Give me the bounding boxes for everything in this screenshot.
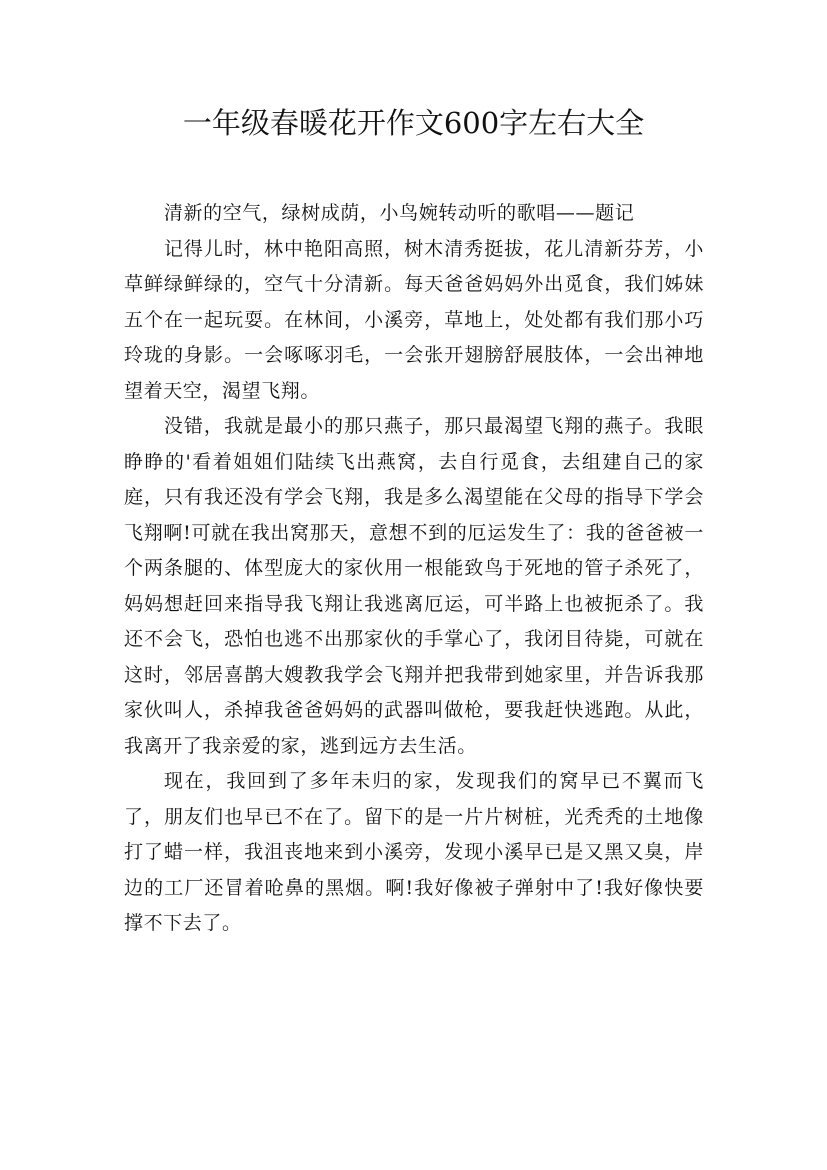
document-body: [124, 196, 704, 942]
body-paragraph-childhood: 记得儿时，林中艳阳高照，树木清秀挺拔，花儿清新芬芳，小草鲜绿鲜绿的，空气十分清新。每天爸爸妈妈外出觅食，我们姊妹五个在一起玩耍。在林间，小溪旁，草地上，处处都有我们那小巧玲珑的身影。一会啄啄羽毛，一会张开翅膀舒展肢体，一会出神地望着天空，渴望飞翔。: [124, 237, 704, 402]
epigraph-paragraph: 清新的空气，绿树成荫，小鸟婉转动听的歌唱——题记: [163, 202, 635, 224]
body-paragraph-return: 现在，我回到了多年未归的家，发现我们的窝早已不翼而飞了，朋友们也早已不在了。留下的是一片片树桩，光秃秃的土地像打了蜡一样，我沮丧地来到小溪旁，发现小溪早已是又黑又臭，岸边的工厂还冒着呛鼻的黑烟。啊!我好像被子弹射中了!我好像快要撑不下去了。: [124, 770, 704, 934]
document-title: 一年级春暖花开作文600字左右大全: [182, 106, 645, 140]
body-paragraph-swallow: 没错，我就是最小的那只燕子，那只最渴望飞翔的燕子。我眼睁睁的'看着姐姐们陆续飞出燕窝，去自行觅食，去组建自己的家庭，只有我还没有学会飞翔，我是多么渴望能在父母的指导下学会飞翔啊!可就在我出窝那天，意想不到的厄运发生了：我的爸爸被一个两条腿的、体型庞大的家伙用一根能致鸟于死地的管子杀死了，妈妈想赶回来指导我飞翔让我逃离厄运，可半路上也被扼杀了。我还不会飞，恐怕也逃不出那家伙的手掌心了，我闭目待毙，可就在这时，邻居喜鹊大嫂教我学会飞翔并把我带到她家里，并告诉我那家伙叫人，杀掉我爸爸妈妈的武器叫做枪，要我赶快逃跑。从此，我离开了我亲爱的家，逃到远方去生活。: [124, 415, 704, 757]
